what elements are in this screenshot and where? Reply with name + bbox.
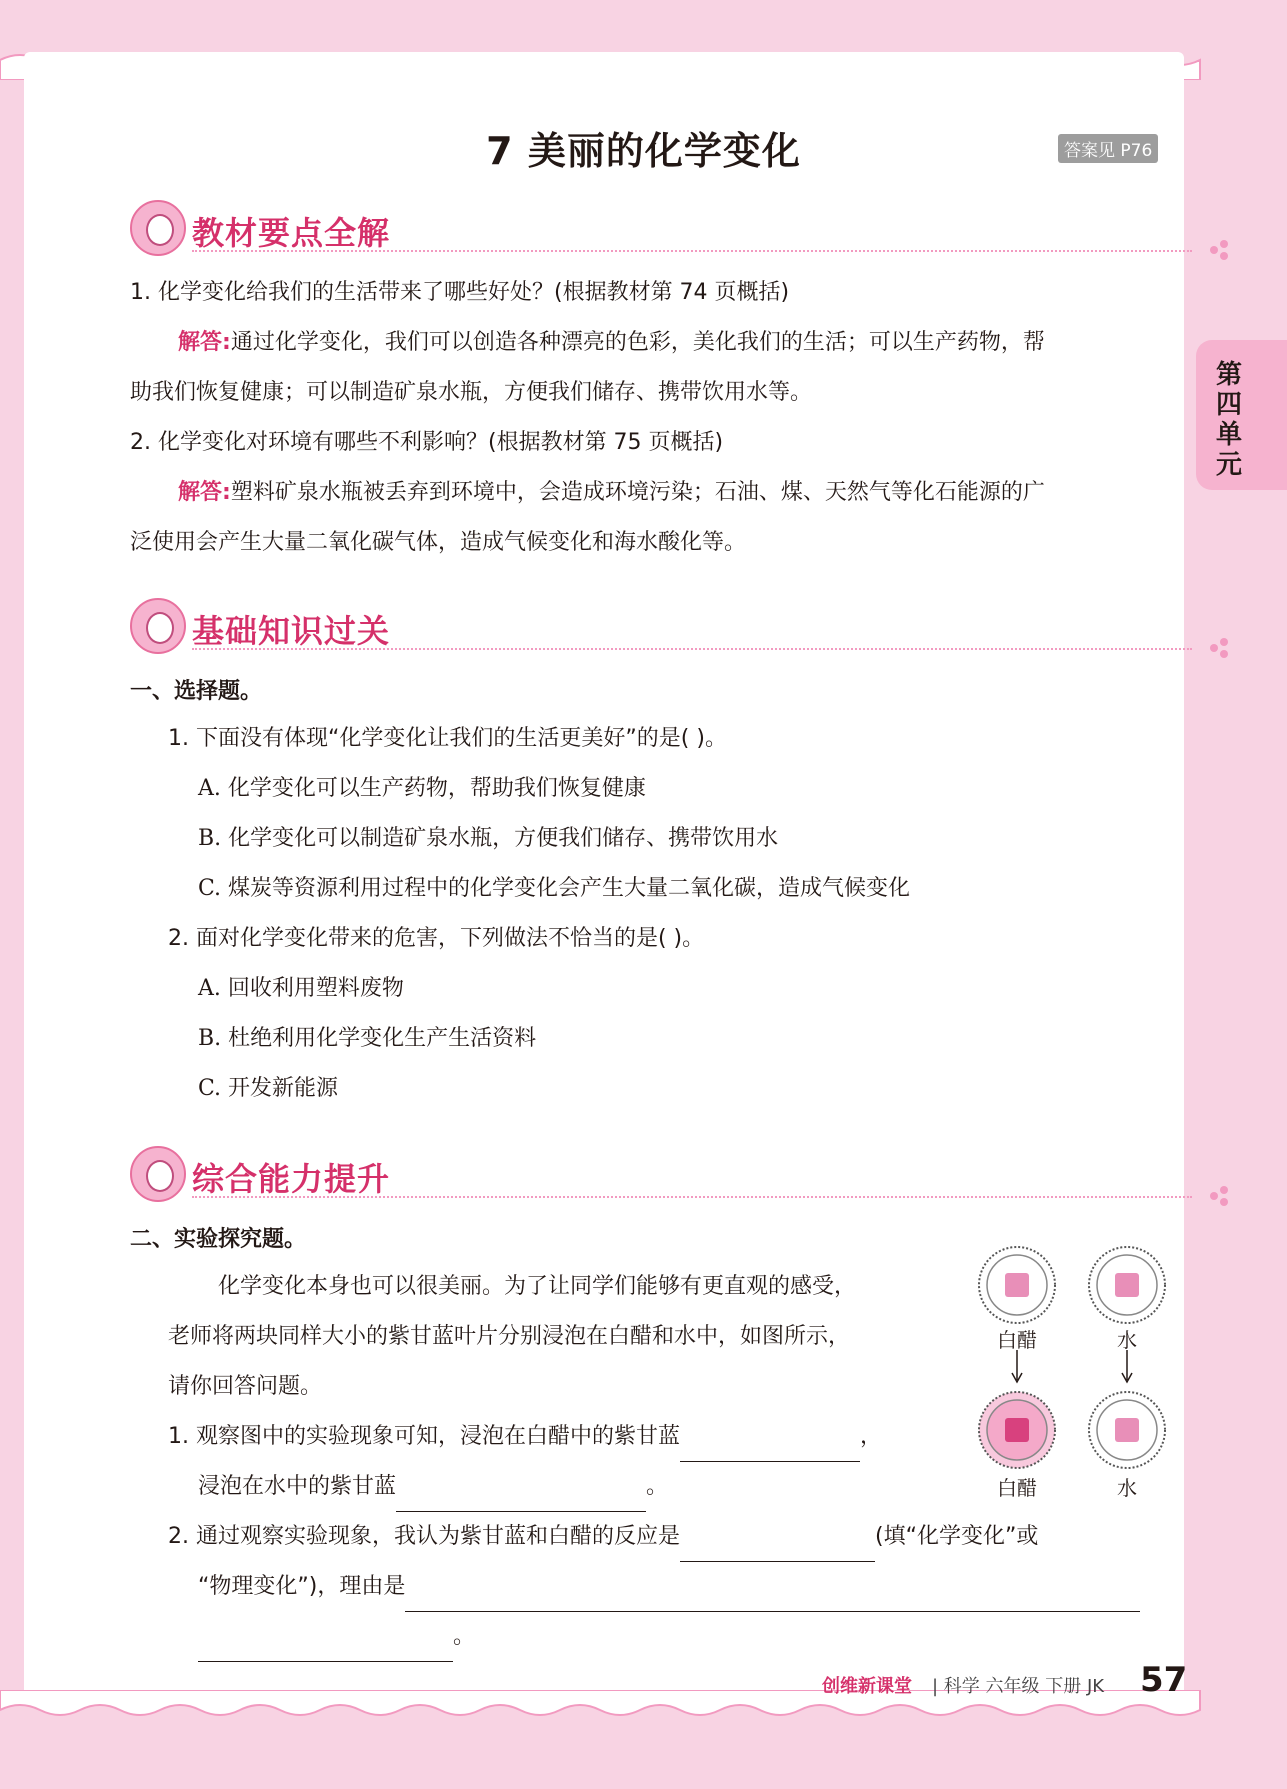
choice-option: A. 化学变化可以生产药物，帮助我们恢复健康	[198, 776, 646, 801]
dish-label-water-top: 水	[1117, 1328, 1137, 1352]
answer-blank[interactable]	[680, 1531, 875, 1562]
dish-label-vinegar-bottom: 白醋	[997, 1476, 1037, 1500]
petri-dishes-illustration	[975, 1240, 1175, 1500]
answer-blank[interactable]	[198, 1631, 453, 1662]
answer-blank[interactable]	[405, 1581, 1140, 1612]
answer-text: 塑料矿泉水瓶被丢弃到环境中，会造成环境污染；石油、煤、天然气等化石能源的广	[230, 480, 1045, 505]
section-title: 综合能力提升	[192, 1160, 391, 1198]
answer-1-line-1	[178, 318, 1045, 368]
experiment-figure	[975, 1240, 1175, 1500]
decorative-dots-icon	[1210, 638, 1234, 658]
question-1: 1. 化学变化给我们的生活带来了哪些好处？(根据教材第 74 页概括)	[130, 280, 790, 305]
footer-brand: 创维新课堂	[822, 1676, 912, 1697]
page-number: 57	[1140, 1660, 1188, 1700]
experiment-intro-line-2: 老师将两块同样大小的紫甘蓝叶片分别浸泡在白醋和水中，如图所示，	[168, 1324, 851, 1349]
unit-side-tab	[1196, 340, 1287, 490]
part-title-experiment: 二、实验探究题。	[130, 1227, 307, 1252]
experiment-question-1-line-2	[198, 1462, 668, 1512]
experiment-question-1	[168, 1412, 882, 1462]
page-title: 7 美丽的化学变化	[486, 129, 801, 173]
answer-reference-badge: 答案见 P76	[1058, 134, 1158, 163]
page-frame-bottom	[0, 1690, 1287, 1789]
dotted-divider	[192, 648, 1192, 650]
choice-option: B. 杜绝利用化学变化生产生活资料	[198, 1026, 537, 1051]
question-text: 1. 观察图中的实验现象可知，浸泡在白醋中的紫甘蓝	[168, 1424, 680, 1449]
answer-1-line-2: 助我们恢复健康；可以制造矿泉水瓶，方便我们储存、携带饮用水等。	[130, 380, 813, 405]
answer-label: 解答:	[178, 480, 231, 505]
cartoon-mascot-icon	[130, 200, 186, 256]
experiment-question-2-line-2	[198, 1562, 1140, 1612]
question-text: “物理变化”)，理由是	[198, 1574, 406, 1599]
choice-option: C. 开发新能源	[198, 1076, 339, 1101]
section-header-basics	[130, 598, 1130, 658]
question-2: 2. 化学变化对环境有哪些不利影响？(根据教材第 75 页概括)	[130, 430, 724, 455]
question-text: ，	[860, 1424, 883, 1449]
experiment-intro-line-3: 请你回答问题。	[168, 1374, 323, 1399]
question-text: 。	[453, 1624, 476, 1649]
section-title: 教材要点全解	[192, 214, 391, 252]
decorative-dots-icon	[1210, 1186, 1234, 1206]
choice-option: C. 煤炭等资源利用过程中的化学变化会产生大量二氧化碳，造成气候变化	[198, 876, 911, 901]
section-header-key-points	[130, 200, 1130, 260]
dotted-divider	[192, 1196, 1192, 1198]
experiment-question-2-line-3	[198, 1612, 475, 1662]
unit-side-tab-label: 第四单元	[1215, 360, 1242, 480]
experiment-intro-line-1: 化学变化本身也可以很美丽。为了让同学们能够有更直观的感受，	[218, 1274, 857, 1299]
question-text: 。	[646, 1474, 669, 1499]
section-header-ability	[130, 1146, 1130, 1206]
answer-label: 解答:	[178, 330, 231, 355]
question-text: (填“化学变化”或	[875, 1524, 1039, 1549]
question-text: 2. 通过观察实验现象，我认为紫甘蓝和白醋的反应是	[168, 1524, 680, 1549]
section-title: 基础知识过关	[192, 612, 391, 650]
choice-question-2: 2. 面对化学变化带来的危害，下列做法不恰当的是( )。	[168, 926, 705, 951]
answer-blank[interactable]	[396, 1481, 646, 1512]
part-title-choice: 一、选择题。	[130, 679, 263, 704]
dish-label-water-bottom: 水	[1117, 1476, 1137, 1500]
answer-blank[interactable]	[680, 1431, 860, 1462]
choice-question-1: 1. 下面没有体现“化学变化让我们的生活更美好”的是( )。	[168, 726, 727, 751]
choice-option: B. 化学变化可以制造矿泉水瓶，方便我们储存、携带饮用水	[198, 826, 779, 851]
dish-label-vinegar-top: 白醋	[997, 1328, 1037, 1352]
decorative-dots-icon	[1210, 240, 1234, 260]
question-text: 浸泡在水中的紫甘蓝	[198, 1474, 397, 1499]
answer-2-line-2: 泛使用会产生大量二氧化碳气体，造成气候变化和海水酸化等。	[130, 530, 747, 555]
cartoon-mascot-icon	[130, 1146, 186, 1202]
answer-text: 通过化学变化，我们可以创造各种漂亮的色彩，美化我们的生活；可以生产药物，帮	[230, 330, 1045, 355]
choice-option: A. 回收利用塑料废物	[198, 976, 404, 1001]
footer-meta: | 科学 六年级 下册 JK	[932, 1676, 1105, 1697]
answer-2-line-1	[178, 468, 1045, 518]
experiment-question-2	[168, 1512, 1038, 1562]
cartoon-mascot-icon	[130, 598, 186, 654]
dotted-divider	[192, 250, 1192, 252]
